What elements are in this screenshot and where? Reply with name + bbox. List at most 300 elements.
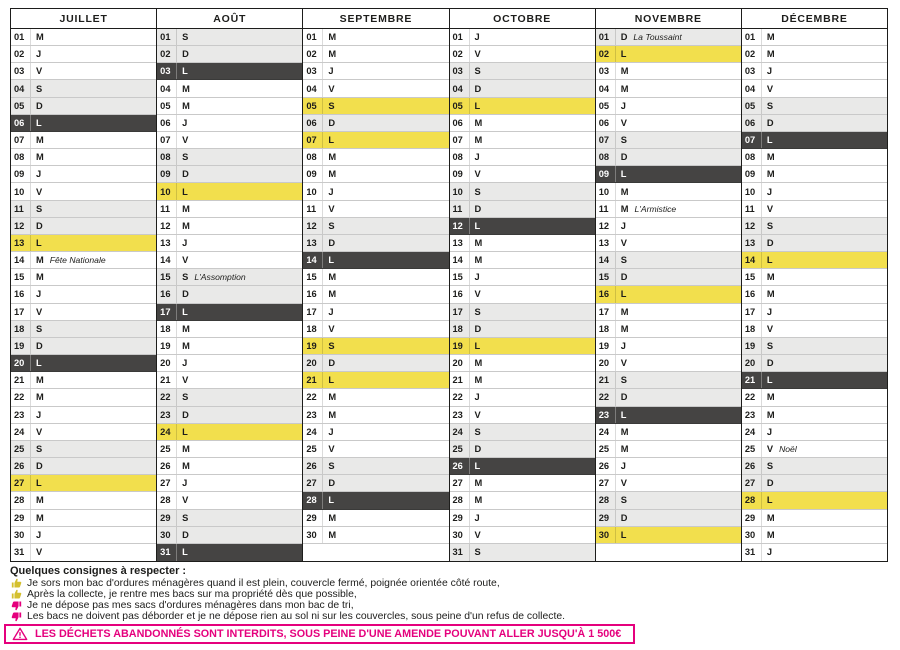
day-cell bbox=[450, 544, 595, 561]
day-number: 16 bbox=[744, 289, 756, 300]
day-letter: L bbox=[328, 375, 335, 386]
day-cell bbox=[742, 166, 887, 183]
day-number: 16 bbox=[14, 289, 25, 300]
day-cell bbox=[742, 235, 887, 252]
day-number: 11 bbox=[160, 203, 170, 214]
day-letter: V bbox=[36, 66, 43, 77]
day-number: 19 bbox=[744, 340, 756, 351]
day-letter: M bbox=[328, 529, 337, 540]
day-divider bbox=[30, 166, 31, 182]
day-letter: V bbox=[474, 169, 481, 180]
day-cell bbox=[11, 389, 156, 406]
day-letter: V bbox=[474, 49, 481, 60]
day-letter: J bbox=[474, 392, 480, 403]
day-cell bbox=[596, 252, 741, 269]
day-letter: V bbox=[36, 547, 43, 558]
day-divider bbox=[615, 201, 616, 217]
day-letter: D bbox=[474, 203, 482, 214]
day-number: 18 bbox=[452, 323, 463, 334]
day-divider bbox=[469, 321, 470, 337]
day-number: 19 bbox=[598, 340, 610, 351]
thumb-up-icon bbox=[10, 578, 22, 589]
day-divider bbox=[176, 441, 177, 457]
day-number: 13 bbox=[744, 238, 756, 248]
day-divider bbox=[469, 544, 470, 561]
day-cell bbox=[450, 338, 595, 355]
month-column-juillet bbox=[10, 8, 157, 562]
day-number: 18 bbox=[14, 323, 25, 334]
day-number: 01 bbox=[744, 32, 756, 43]
day-number: 29 bbox=[160, 512, 171, 523]
day-cell bbox=[11, 475, 156, 492]
day-letter: D bbox=[620, 512, 628, 523]
day-cell bbox=[742, 355, 887, 372]
day-number: 29 bbox=[306, 512, 317, 523]
day-number: 15 bbox=[14, 272, 25, 283]
day-letter: M bbox=[620, 306, 629, 317]
holiday-label: L'Armistice bbox=[634, 203, 677, 214]
day-number: 24 bbox=[306, 426, 317, 437]
day-cell bbox=[157, 372, 302, 389]
day-divider bbox=[615, 389, 616, 405]
day-divider bbox=[322, 286, 323, 302]
day-letter: M bbox=[182, 340, 190, 351]
day-divider bbox=[176, 80, 177, 96]
day-number: 29 bbox=[14, 512, 25, 523]
day-cell bbox=[303, 98, 448, 115]
day-letter: M bbox=[620, 426, 629, 437]
day-cell bbox=[450, 372, 595, 389]
day-number: 09 bbox=[744, 169, 756, 180]
day-letter: D bbox=[36, 340, 43, 351]
day-letter: J bbox=[474, 272, 480, 283]
day-letter: V bbox=[36, 306, 43, 317]
day-letter: S bbox=[620, 135, 627, 146]
day-divider bbox=[615, 492, 616, 508]
day-cell bbox=[450, 389, 595, 406]
month-days bbox=[303, 29, 448, 561]
day-number: 10 bbox=[306, 186, 317, 197]
day-divider bbox=[469, 338, 470, 354]
day-cell bbox=[11, 183, 156, 200]
day-number: 16 bbox=[452, 289, 463, 300]
holiday-label: Fête Nationale bbox=[49, 255, 106, 266]
day-divider bbox=[469, 252, 470, 268]
day-number: 07 bbox=[14, 135, 25, 146]
day-divider bbox=[615, 424, 616, 440]
day-letter: V bbox=[182, 255, 189, 266]
day-cell bbox=[303, 46, 448, 63]
warning-text: LES DÉCHETS ABANDONNÉS SONT INTERDITS, SOUS PEINE D'UNE AMENDE POUVANT ALLER JUSQU'À 1 500€ bbox=[35, 627, 622, 640]
day-letter: M bbox=[620, 443, 629, 454]
month-header: OCTOBRE bbox=[450, 9, 595, 29]
day-letter: L bbox=[328, 135, 335, 146]
day-number: 13 bbox=[598, 238, 610, 248]
day-number: 05 bbox=[598, 100, 610, 111]
day-letter: V bbox=[36, 426, 43, 437]
day-number: 29 bbox=[452, 512, 463, 523]
day-number: 03 bbox=[14, 66, 25, 77]
day-letter: M bbox=[182, 83, 190, 94]
day-number: 06 bbox=[14, 117, 25, 128]
day-letter: J bbox=[620, 220, 626, 231]
day-divider bbox=[615, 338, 616, 354]
footer-title: Quelques consignes à respecter : bbox=[10, 565, 187, 577]
day-letter: M bbox=[182, 443, 190, 454]
day-cell bbox=[742, 132, 887, 149]
thumb-down-icon bbox=[10, 600, 22, 611]
day-number: 12 bbox=[598, 220, 610, 231]
day-number: 17 bbox=[306, 306, 317, 317]
day-letter: M bbox=[36, 32, 44, 43]
day-number: 01 bbox=[452, 32, 463, 43]
holiday-label: Noël bbox=[779, 443, 797, 454]
day-cell bbox=[303, 183, 448, 200]
day-cell bbox=[596, 115, 741, 132]
day-cell bbox=[157, 235, 302, 252]
day-cell bbox=[11, 286, 156, 303]
day-letter: L bbox=[766, 375, 773, 386]
day-number: 27 bbox=[306, 478, 317, 489]
day-divider bbox=[322, 269, 323, 285]
day-number: 28 bbox=[452, 495, 463, 506]
day-number: 20 bbox=[744, 358, 756, 369]
day-letter: S bbox=[36, 203, 43, 214]
day-cell bbox=[11, 372, 156, 389]
day-divider bbox=[761, 183, 762, 199]
day-number: 17 bbox=[160, 306, 171, 317]
day-divider bbox=[761, 63, 762, 79]
day-number: 07 bbox=[306, 135, 317, 146]
day-cell bbox=[450, 29, 595, 46]
day-letter: M bbox=[766, 49, 775, 60]
day-letter: L bbox=[36, 358, 42, 369]
day-cell bbox=[742, 510, 887, 527]
day-cell bbox=[450, 183, 595, 200]
day-number: 23 bbox=[306, 409, 317, 420]
day-cell bbox=[303, 389, 448, 406]
day-divider bbox=[30, 492, 31, 508]
day-cell bbox=[303, 458, 448, 475]
day-letter: V bbox=[766, 443, 774, 454]
day-letter: S bbox=[328, 100, 335, 111]
day-cell bbox=[450, 46, 595, 63]
day-divider bbox=[761, 510, 762, 526]
day-cell bbox=[157, 218, 302, 235]
day-cell bbox=[742, 407, 887, 424]
day-number: 24 bbox=[744, 426, 756, 437]
day-letter: J bbox=[620, 340, 626, 351]
day-number: 08 bbox=[306, 152, 317, 163]
day-letter: L bbox=[474, 461, 481, 472]
day-divider bbox=[176, 424, 177, 440]
day-divider bbox=[761, 98, 762, 114]
day-number: 20 bbox=[452, 358, 463, 369]
day-divider bbox=[322, 252, 323, 268]
day-divider bbox=[469, 304, 470, 320]
day-cell bbox=[450, 492, 595, 509]
day-cell bbox=[450, 458, 595, 475]
day-number: 18 bbox=[744, 323, 756, 334]
day-divider bbox=[322, 218, 323, 234]
day-divider bbox=[30, 132, 31, 148]
day-letter: M bbox=[620, 83, 629, 94]
day-cell bbox=[742, 338, 887, 355]
day-cell bbox=[596, 527, 741, 544]
day-number: 24 bbox=[160, 426, 171, 437]
day-letter: V bbox=[474, 409, 481, 420]
day-cell bbox=[157, 132, 302, 149]
day-divider bbox=[322, 304, 323, 320]
day-letter: D bbox=[182, 49, 189, 60]
day-cell bbox=[303, 201, 448, 218]
day-number: 19 bbox=[14, 340, 25, 351]
day-cell bbox=[303, 424, 448, 441]
day-divider bbox=[615, 166, 616, 182]
day-number: 31 bbox=[452, 547, 463, 558]
thumb-up-icon bbox=[10, 589, 22, 600]
day-cell bbox=[11, 424, 156, 441]
day-number: 24 bbox=[598, 426, 610, 437]
day-divider bbox=[30, 475, 31, 491]
rule-item bbox=[10, 578, 900, 589]
month-header: NOVEMBRE bbox=[596, 9, 741, 29]
month-days bbox=[11, 29, 156, 561]
day-letter: M bbox=[328, 32, 337, 43]
day-cell bbox=[303, 80, 448, 97]
day-number: 13 bbox=[306, 238, 317, 248]
day-cell bbox=[303, 321, 448, 338]
day-letter: J bbox=[766, 547, 773, 558]
day-divider bbox=[30, 321, 31, 337]
day-divider bbox=[30, 372, 31, 388]
day-number: 22 bbox=[160, 392, 171, 403]
day-cell bbox=[596, 201, 741, 218]
day-number: 03 bbox=[160, 66, 171, 77]
day-letter: S bbox=[182, 152, 189, 163]
day-divider bbox=[469, 269, 470, 285]
day-divider bbox=[761, 321, 762, 337]
day-letter: M bbox=[36, 272, 44, 283]
day-letter: S bbox=[620, 495, 627, 506]
day-divider bbox=[30, 441, 31, 457]
day-letter: J bbox=[182, 478, 188, 489]
day-divider bbox=[761, 389, 762, 405]
day-divider bbox=[761, 149, 762, 165]
day-letter: L bbox=[620, 529, 627, 540]
day-cell bbox=[596, 29, 741, 46]
month-column-octobre bbox=[450, 8, 596, 562]
day-divider bbox=[30, 355, 31, 371]
day-letter: M bbox=[766, 529, 775, 540]
day-divider bbox=[469, 166, 470, 182]
day-number: 26 bbox=[160, 461, 171, 472]
day-number: 15 bbox=[452, 272, 463, 283]
day-cell bbox=[742, 252, 887, 269]
month-header: SEPTEMBRE bbox=[303, 9, 448, 29]
day-divider bbox=[176, 29, 177, 45]
day-letter: V bbox=[328, 443, 335, 454]
day-letter: L bbox=[182, 66, 188, 77]
day-cell bbox=[450, 252, 595, 269]
day-number: 14 bbox=[744, 255, 756, 266]
day-number: 28 bbox=[306, 495, 317, 506]
day-number: 24 bbox=[452, 426, 463, 437]
day-number: 16 bbox=[306, 289, 317, 300]
day-number: 27 bbox=[160, 478, 171, 489]
day-number: 27 bbox=[452, 478, 463, 489]
day-letter: M bbox=[182, 100, 190, 111]
day-divider bbox=[469, 149, 470, 165]
day-divider bbox=[761, 458, 762, 474]
day-number: 28 bbox=[744, 495, 756, 506]
day-divider bbox=[469, 424, 470, 440]
day-divider bbox=[469, 510, 470, 526]
day-number: 29 bbox=[744, 512, 756, 523]
day-cell bbox=[596, 98, 741, 115]
day-letter: L bbox=[766, 255, 773, 266]
day-number: 06 bbox=[160, 117, 171, 128]
day-divider bbox=[761, 166, 762, 182]
day-divider bbox=[176, 372, 177, 388]
day-letter: D bbox=[36, 220, 43, 231]
day-number: 21 bbox=[452, 375, 463, 386]
day-divider bbox=[469, 355, 470, 371]
day-cell bbox=[742, 286, 887, 303]
day-number: 17 bbox=[598, 306, 610, 317]
day-cell bbox=[450, 527, 595, 544]
day-cell bbox=[596, 132, 741, 149]
thumb-down-icon bbox=[10, 611, 22, 622]
day-cell bbox=[157, 252, 302, 269]
day-number: 12 bbox=[744, 220, 756, 231]
day-divider bbox=[322, 149, 323, 165]
day-divider bbox=[322, 80, 323, 96]
day-letter: L bbox=[474, 340, 481, 351]
day-letter: L bbox=[328, 255, 335, 266]
day-letter: M bbox=[182, 203, 190, 214]
day-letter: J bbox=[328, 426, 334, 437]
day-divider bbox=[322, 510, 323, 526]
day-number: 10 bbox=[598, 186, 610, 197]
day-cell bbox=[742, 424, 887, 441]
day-divider bbox=[469, 407, 470, 423]
day-cell bbox=[11, 544, 156, 561]
month-column-aout bbox=[157, 8, 303, 562]
day-letter: D bbox=[182, 289, 189, 300]
day-letter: J bbox=[36, 169, 42, 180]
day-letter: J bbox=[182, 117, 188, 128]
day-number: 19 bbox=[306, 340, 317, 351]
day-divider bbox=[176, 235, 177, 251]
day-divider bbox=[30, 29, 31, 45]
day-letter: V bbox=[766, 323, 774, 334]
rule-item bbox=[10, 589, 900, 600]
day-cell bbox=[11, 46, 156, 63]
day-number: 23 bbox=[452, 409, 463, 420]
day-divider bbox=[469, 63, 470, 79]
day-number: 30 bbox=[598, 529, 610, 540]
day-letter: V bbox=[328, 83, 335, 94]
day-number: 12 bbox=[14, 220, 25, 231]
day-number: 13 bbox=[452, 238, 463, 248]
day-divider bbox=[30, 304, 31, 320]
day-cell bbox=[742, 115, 887, 132]
day-divider bbox=[176, 269, 177, 285]
month-days bbox=[742, 29, 887, 561]
day-cell bbox=[742, 475, 887, 492]
day-cell bbox=[742, 29, 887, 46]
day-cell bbox=[450, 304, 595, 321]
day-divider bbox=[30, 149, 31, 165]
day-cell bbox=[11, 201, 156, 218]
rule-text: Après la collecte, je rentre mes bacs sur ma propriété dès que possible, bbox=[27, 589, 357, 600]
day-divider bbox=[469, 372, 470, 388]
day-divider bbox=[761, 441, 762, 457]
day-letter: V bbox=[620, 358, 627, 369]
day-divider bbox=[322, 201, 323, 217]
day-number: 09 bbox=[160, 169, 171, 180]
day-divider bbox=[30, 46, 31, 62]
day-divider bbox=[615, 475, 616, 491]
day-number: 30 bbox=[452, 529, 463, 540]
day-number: 08 bbox=[598, 152, 610, 163]
day-number: 23 bbox=[598, 409, 610, 420]
day-letter: J bbox=[766, 306, 773, 317]
day-divider bbox=[322, 475, 323, 491]
day-number: 18 bbox=[306, 323, 317, 334]
day-divider bbox=[615, 458, 616, 474]
day-letter: L bbox=[766, 495, 773, 506]
month-column-decembre bbox=[742, 8, 888, 562]
day-number: 29 bbox=[598, 512, 610, 523]
day-divider bbox=[615, 29, 616, 45]
day-number: 14 bbox=[452, 255, 463, 266]
day-letter: M bbox=[36, 255, 44, 266]
day-number: 02 bbox=[306, 49, 317, 60]
day-cell bbox=[742, 372, 887, 389]
day-letter: D bbox=[766, 358, 774, 369]
day-letter: D bbox=[766, 478, 774, 489]
day-cell bbox=[596, 235, 741, 252]
day-divider bbox=[30, 510, 31, 526]
day-number: 25 bbox=[598, 443, 610, 454]
day-divider bbox=[322, 355, 323, 371]
day-divider bbox=[469, 286, 470, 302]
day-letter: M bbox=[36, 392, 44, 403]
day-letter: V bbox=[182, 375, 189, 386]
day-letter: M bbox=[766, 409, 775, 420]
day-letter: L bbox=[474, 220, 481, 231]
day-cell bbox=[450, 355, 595, 372]
day-cell bbox=[450, 475, 595, 492]
day-letter: M bbox=[766, 512, 775, 523]
day-divider bbox=[615, 80, 616, 96]
day-letter: M bbox=[474, 478, 483, 489]
day-letter: V bbox=[328, 323, 335, 334]
day-divider bbox=[761, 201, 762, 217]
day-cell bbox=[157, 46, 302, 63]
day-divider bbox=[176, 46, 177, 62]
day-cell bbox=[11, 29, 156, 46]
day-divider bbox=[176, 389, 177, 405]
day-number: 28 bbox=[598, 495, 610, 506]
day-letter: V bbox=[474, 529, 481, 540]
day-number: 04 bbox=[160, 83, 171, 94]
day-divider bbox=[322, 441, 323, 457]
day-number: 15 bbox=[306, 272, 317, 283]
day-letter: M bbox=[474, 375, 483, 386]
